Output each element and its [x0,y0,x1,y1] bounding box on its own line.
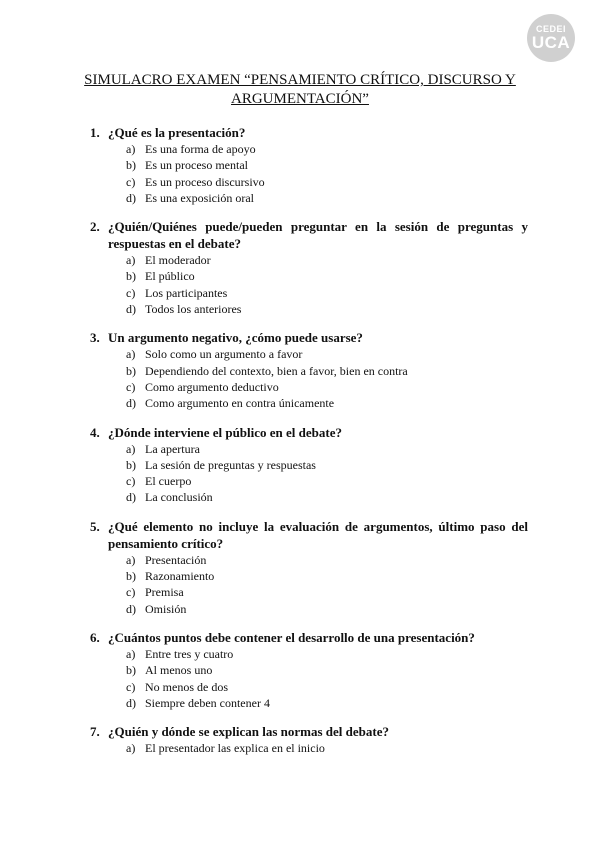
option-text: Es un proceso mental [145,158,248,173]
option-letter: a) [126,441,136,456]
answer-option [126,363,528,379]
answer-option [126,268,528,284]
question-item [90,518,528,617]
question-list [90,124,528,768]
option-list [126,552,528,617]
option-text: La apertura [145,441,200,456]
question-item [90,218,528,317]
option-letter: c) [126,285,136,300]
option-letter: c) [126,174,136,189]
question-text: Un argumento negativo, ¿cómo puede usarse? [108,330,363,346]
question-item [90,424,528,506]
logo-line-2: UCA [531,33,571,52]
question-text: ¿Quién y dónde se explican las normas del debate? [108,724,389,740]
option-text: Solo como un argumento a favor [145,347,303,362]
cedei-uca-logo [527,14,575,62]
answer-option [126,695,528,711]
answer-option [126,568,528,584]
option-letter: c) [126,585,136,600]
answer-option [126,441,528,457]
answer-option [126,395,528,411]
option-letter: d) [126,190,136,205]
answer-option [126,473,528,489]
option-text: Es una exposición oral [145,190,254,205]
option-letter: d) [126,601,136,616]
answer-option [126,157,528,173]
option-text: Premisa [145,585,184,600]
option-text: No menos de dos [145,679,228,694]
option-letter: c) [126,474,136,489]
question-item [90,124,528,206]
question-item [90,329,528,411]
answer-option [126,489,528,505]
option-letter: b) [126,457,136,472]
answer-option [126,740,528,756]
answer-option [126,301,528,317]
question-number: 3. [90,330,100,346]
answer-option [126,601,528,617]
option-letter: a) [126,142,136,156]
option-text: Dependiendo del contexto, bien a favor, bien en contra [145,363,408,378]
question-number: 6. [90,629,100,645]
option-list [126,346,528,411]
option-letter: a) [126,253,136,268]
option-letter: b) [126,269,136,284]
option-text: Siempre deben contener 4 [145,695,270,710]
answer-option [126,662,528,678]
question-text: ¿Dónde interviene el público en el debate? [108,424,342,440]
option-text: El cuerpo [145,474,192,489]
answer-option [126,190,528,206]
question-text: ¿Qué es la presentación? [108,125,246,140]
option-letter: b) [126,363,136,378]
question-number: 2. [90,219,100,235]
question-number: 5. [90,518,100,534]
option-letter: d) [126,490,136,505]
answer-option [126,285,528,301]
option-text: Al menos uno [145,663,213,678]
question-item [90,629,528,711]
option-text: Omisión [145,601,187,616]
option-letter: d) [126,396,136,411]
answer-option [126,679,528,695]
logo-line-1: CEDEI [535,24,566,34]
question-number: 1. [90,125,100,140]
answer-option [126,174,528,190]
question-number: 7. [90,724,100,740]
question-item [90,723,528,756]
question-text: ¿Cuántos puntos debe contener el desarrollo de una presentación? [108,629,475,645]
option-text: Como argumento en contra únicamente [145,396,335,411]
option-text: El presentador las explica en el inicio [145,741,325,756]
option-letter: d) [126,695,136,710]
option-text: Los participantes [145,285,228,300]
option-text: Entre tres y cuatro [145,646,234,661]
answer-option [126,141,528,157]
option-letter: c) [126,679,136,694]
option-letter: a) [126,741,136,756]
option-letter: b) [126,569,136,584]
question-number: 4. [90,424,100,440]
option-list [126,441,528,506]
option-list [126,740,528,756]
option-text: La sesión de preguntas y respuestas [145,457,316,472]
option-letter: b) [126,663,136,678]
option-text: Es una forma de apoyo [145,142,256,156]
question-text: ¿Qué elemento no incluye la evaluación de argumentos, último paso del pensamiento crítico? [108,518,528,551]
option-text: La conclusión [145,490,213,505]
option-letter: b) [126,158,136,173]
answer-option [126,379,528,395]
option-text: Razonamiento [145,569,215,584]
option-text: El público [145,269,195,284]
option-letter: d) [126,302,136,317]
option-list [126,141,528,206]
page-title: SIMULACRO EXAMEN “PENSAMIENTO CRÍTICO, DISCURSO Y ARGUMENTACIÓN” [84,72,516,107]
answer-option [126,584,528,600]
option-letter: c) [126,379,136,394]
answer-option [126,252,528,268]
option-text: Todos los anteriores [145,302,242,317]
option-letter: a) [126,347,136,362]
option-list [126,646,528,711]
answer-option [126,646,528,662]
option-text: El moderador [145,253,211,268]
option-text: Como argumento deductivo [145,379,279,394]
answer-option [126,552,528,568]
option-text: Es un proceso discursivo [145,174,265,189]
option-letter: a) [126,646,136,661]
option-list [126,252,528,317]
option-text: Presentación [145,552,207,567]
answer-option [126,457,528,473]
answer-option [126,346,528,362]
option-letter: a) [126,552,136,567]
question-text: ¿Quién/Quiénes puede/pueden preguntar en la sesión de preguntas y respuestas en el debate? [108,219,528,252]
